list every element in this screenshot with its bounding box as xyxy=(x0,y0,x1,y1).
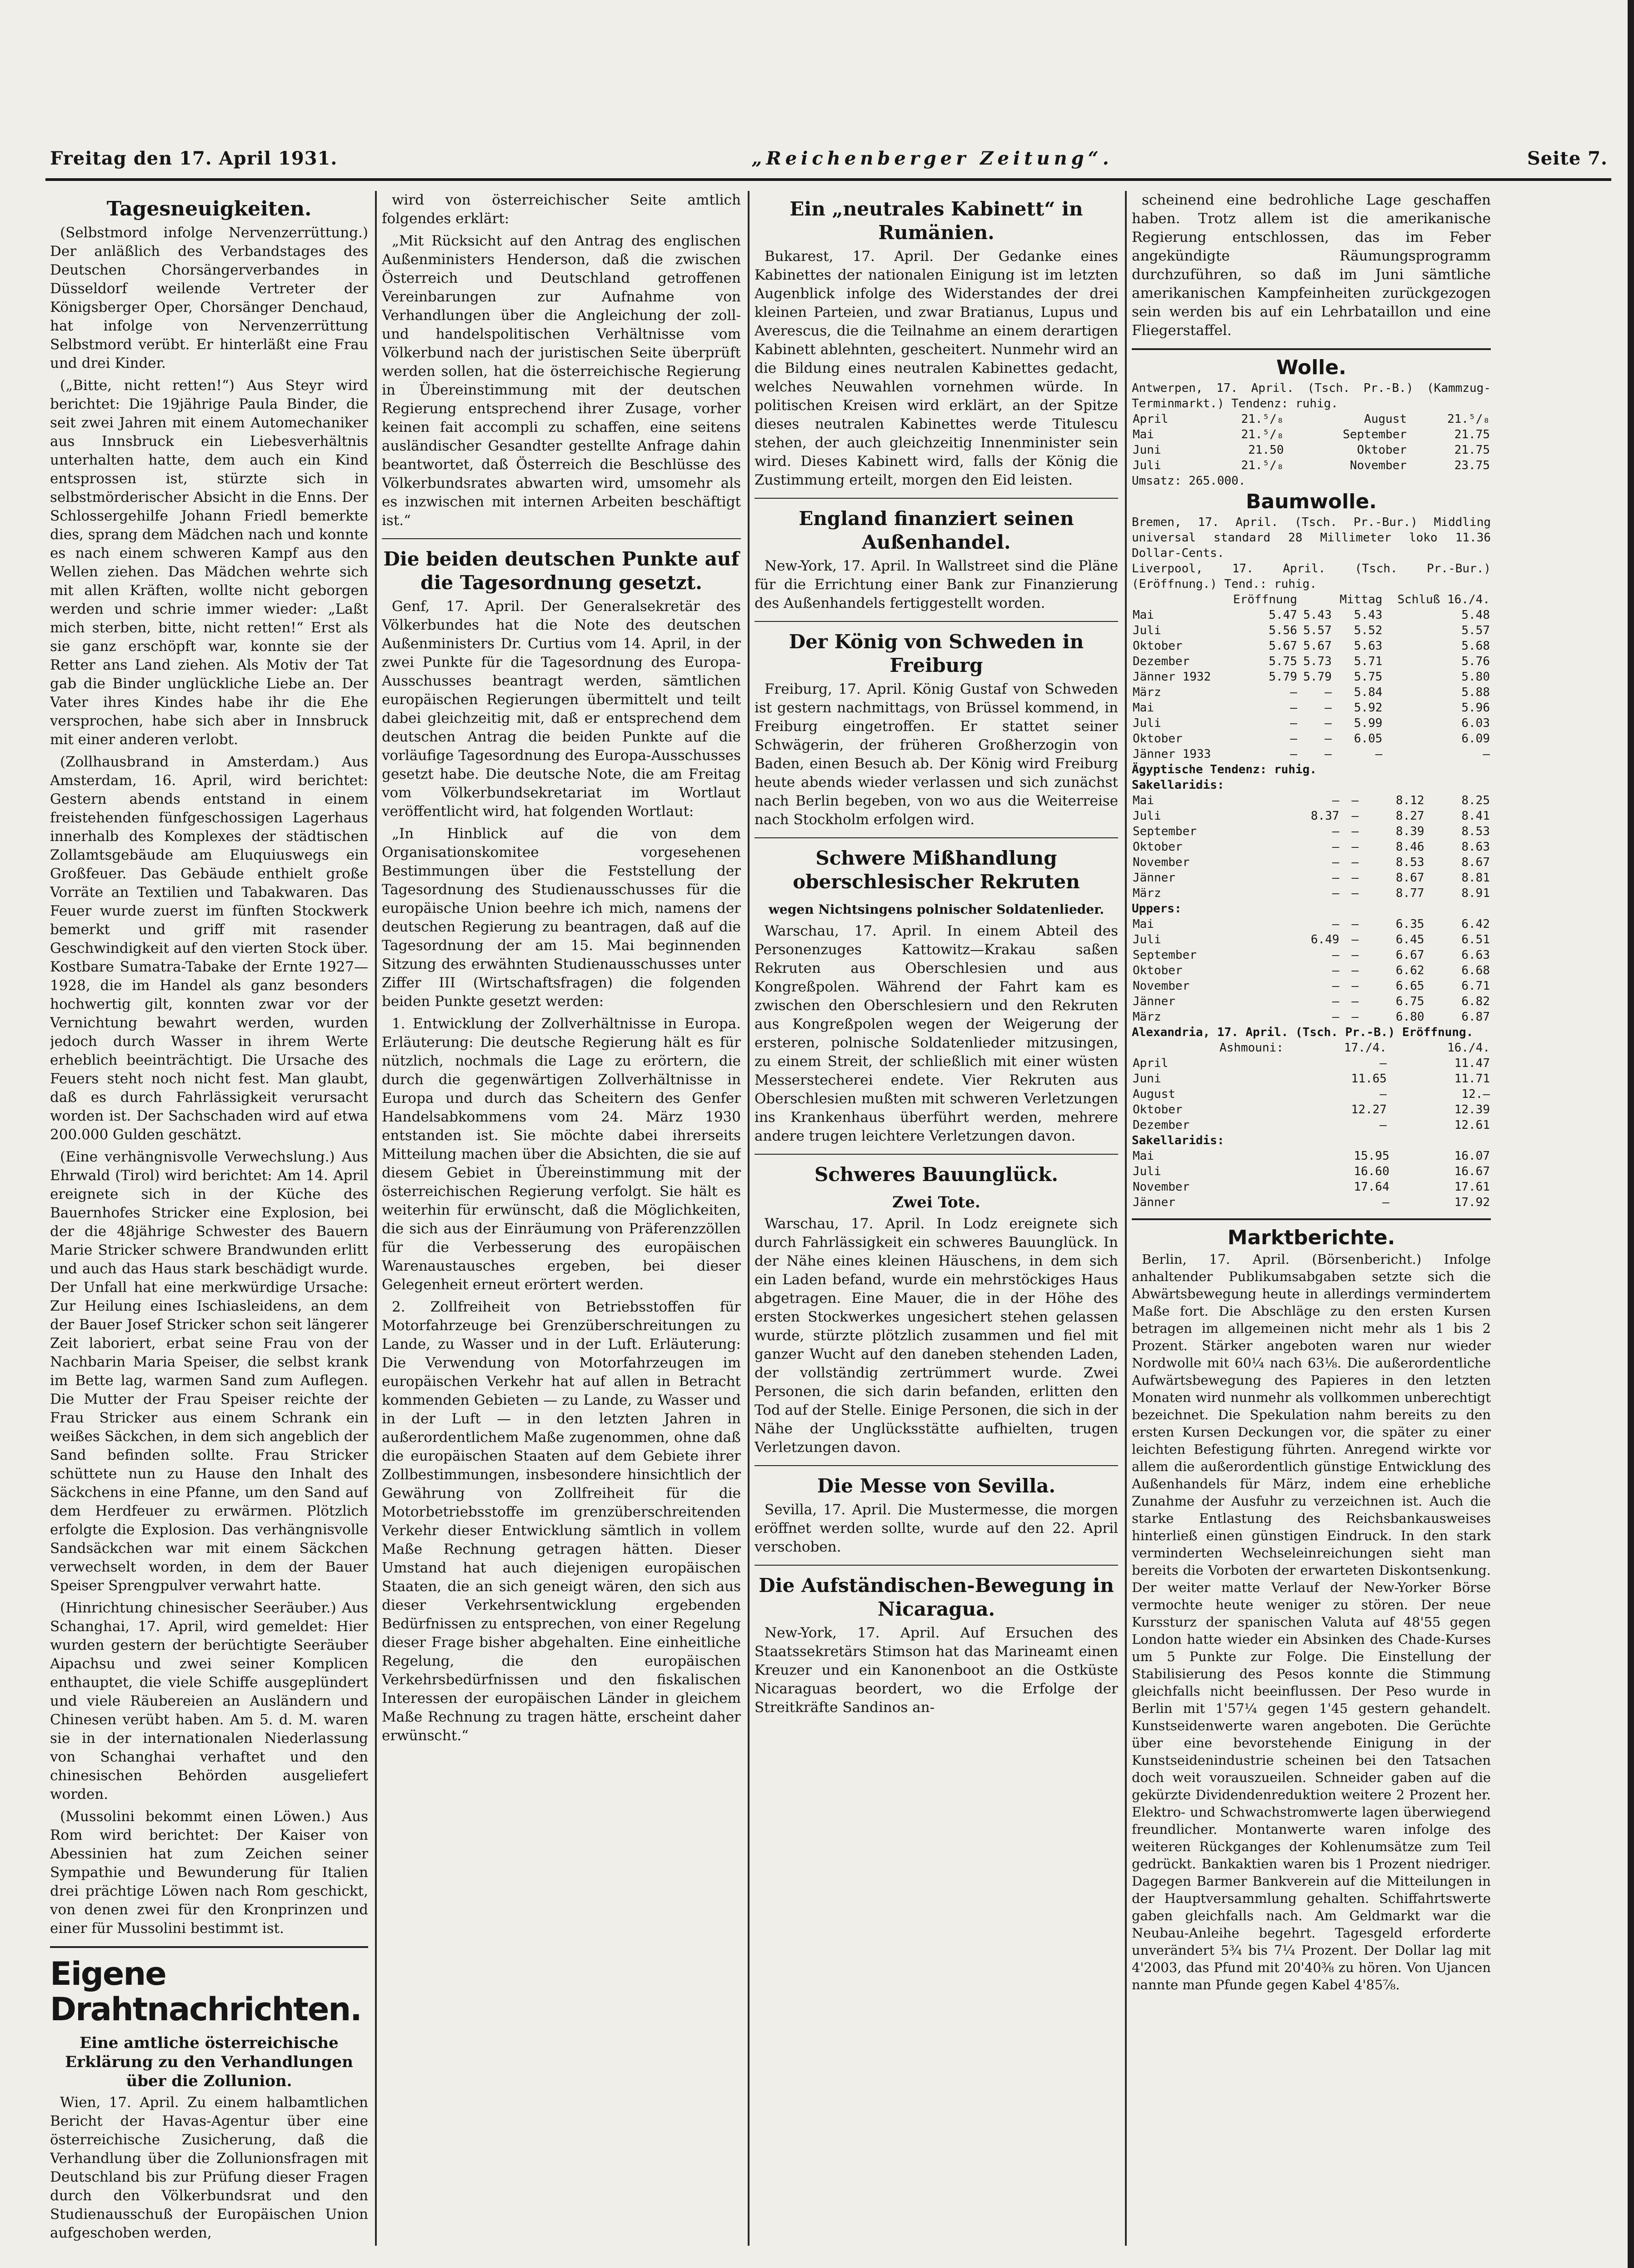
table-row xyxy=(1132,1179,1491,1195)
table-cell: 5.92 xyxy=(1354,701,1383,715)
table-cell: 5.57 xyxy=(1303,624,1332,637)
table-cell: 15.95 xyxy=(1354,1149,1389,1163)
table-cell: 23.75 xyxy=(1454,459,1490,472)
market-subheading: Sakellaridis: xyxy=(1132,1134,1224,1147)
table-cell: — xyxy=(1332,948,1339,962)
table-cell: Oktober xyxy=(1133,732,1183,746)
table-cell: August xyxy=(1364,412,1407,426)
article-paragraph: New-York, 17. April. In Wallstreet sind die Pläne für die Errichtung einer Bank zur Finanzierung des Außenhandels fertiggestellt worden. xyxy=(755,558,1118,611)
table-cell: 5.43 xyxy=(1303,608,1332,622)
baumwolle-table xyxy=(1132,592,1491,762)
ashmouni-table xyxy=(1132,1040,1491,1133)
article-paragraph: „In Hinblick auf die von dem Organisationskomitee vorgesehenen Bestimmungen über die Feststellung der Tagesordnung des Studienausschusses für die europäische Union beehre ich mich, namens der deutschen Regierung zu beantragen, daß auf die Tagesordnung der am 15. Mai beginnenden Sitzung des erwähnten Studienausschusses unter Ziffer III (Wirtschaftsfragen) die folgenden beiden Punkte gesetzt werden: xyxy=(382,826,741,1010)
article-paragraph: scheinend eine bedrohliche Lage geschaffen haben. Trotz allem ist die amerikanische Regierung entschlossen, das im Feber angekündigte Räumungsprogramm durchzuführen, so daß im Juni sämtliche amerikanischen Kampfeinheiten zurückgezogen sein werden bis auf ein Lehrbataillon und eine Fliegerstaffel. xyxy=(1132,192,1491,339)
table-row xyxy=(1132,1056,1491,1071)
table-cell: 11.71 xyxy=(1454,1072,1490,1086)
table-cell: 6.03 xyxy=(1461,716,1490,730)
table-cell: 5.47 xyxy=(1269,608,1297,622)
article-paragraph: („Bitte, nicht retten!“) Aus Steyr wird berichtet: Die 19jährige Paula Binder, die seit zwei Jahren mit einem Automechaniker aus Innsbruck ein Liebesverhältnis unterhalten hatte, dem auch ein Kind entsprossen ist, stürzte sich in selbstmörderischer Absicht in die Enns. Der Schlossergehilfe Johann Friedl bemerkte dies, sprang dem Mädchen nach und konnte es nach einem schweren Kampf aus den Wellen ziehen. Das Mädchen wehrte sich mit allen Kräften, wollte nicht geborgen werden und schrie immer wieder: „Laßt mich sterben, bitte, nicht retten!“ Erst als sie ganz erschöpft war, konnte sie der Retter ans Land ziehen. Als Motiv der Tat gab die Binder unglückliche Liebe an. Der Vater ihres Kindes habe ihr die Ehe versprochen, habe sich aber in Innsbruck mit einer anderen verlobt. xyxy=(50,377,368,748)
article-headline: Die beiden deutschen Punkte auf die Tagesordnung gesetzt. xyxy=(383,548,740,594)
table-cell: 8.46 xyxy=(1395,840,1424,854)
table-cell: — xyxy=(1351,995,1359,1008)
market-heading-baumwolle: Baumwolle. xyxy=(1246,490,1377,513)
table-cell: Juni xyxy=(1133,443,1161,457)
table-cell: Jänner xyxy=(1133,871,1175,885)
table-row xyxy=(1132,442,1491,458)
article-paragraph: (Eine verhängnisvolle Verwechslung.) Aus Ehrwald (Tirol) wird berichtet: Am 14. April ereignete sich in der Küche des Bauernhofes Stricker eine Explosion, bei der die 48jährige Schwester des Bauern Marie Stricker schwere Brandwunden erlitt und auch das Haus stark beschädigt wurde. Der Unfall hat eine merkwürdige Ursache: Zur Heilung eines Ischiasleidens, an dem der Bauer Josef Stricker schon seit längerer Zeit laboriert, erbat seine Frau von der Nachbarin Maria Speiser, die selbst krank im Bette lag, warmen Sand zum Auflegen. Die Mutter der Frau Speiser reichte der Frau Stricker aus einem Schrank ein weißes Säckchen, in dem sich angeblich der Sand befinden sollte. Frau Stricker schüttete nun zu Hause den Inhalt des Säckchens in eine Pfanne, um den Sand auf dem Herdfeuer zu erwärmen. Plötzlich erfolgte die Explosion. Das verhängnisvolle Sandsäckchen war mit einem Säckchen verwechselt worden, in dem der Bauer Speiser Sprengpulver verwahrt hatte. xyxy=(50,1149,368,1594)
table-cell: 8.12 xyxy=(1395,794,1424,807)
table-cell: — xyxy=(1332,1010,1339,1024)
table-cell: Oktober xyxy=(1133,964,1183,977)
table-cell: — xyxy=(1332,979,1339,993)
table-row xyxy=(1132,978,1491,994)
article-paragraph: wird von österreichischer Seite amtlich folgendes erklärt: xyxy=(382,192,741,227)
section-divider xyxy=(755,498,1118,499)
table-cell: — xyxy=(1382,1196,1389,1209)
table-row xyxy=(1132,623,1491,638)
table-cell: 17.92 xyxy=(1454,1196,1490,1209)
table-cell: — xyxy=(1290,701,1297,715)
market-umsatz: Umsatz: 265.000. xyxy=(1132,474,1246,488)
table-cell: — xyxy=(1379,1087,1387,1101)
article-paragraph: 1. Entwicklung der Zollverhältnisse in Europa. Erläuterung: Die deutsche Regierung hält es für nützlich, nochmals die Lage zu erörtern, die durch die gegenwärtigen Zollverhältnisse in Europa und durch das Scheitern des Genfer Handelsabkommens vom 24. März 1930 entstanden ist. Sie möchte dabei ihrerseits Mitteilung machen über die Absichten, die sie auf diesem Gebiet in Übereinstimmung mit der österreichischen Regierung verfolgt. Sie hält es weiterhin für erwünscht, daß die Möglichkeiten, die sich aus der Einräumung von Präferenzzöllen für die Verbesserung des europäischen Warenaustausches ergeben, bei dieser Gelegenheit erneut erörtert werden. xyxy=(382,1016,741,1293)
table-header-cell: Ashmouni: xyxy=(1219,1041,1284,1055)
sakellaridis-table xyxy=(1132,793,1491,901)
table-row xyxy=(1132,700,1491,716)
header-masthead: „Reichenberger Zeitung“. xyxy=(751,148,1113,169)
header-page-number: Seite 7. xyxy=(1527,148,1608,169)
table-cell: 5.76 xyxy=(1461,655,1490,668)
header-date: Freitag den 17. April 1931. xyxy=(50,148,338,169)
table-cell: Juli xyxy=(1133,809,1161,823)
table-cell: Mai xyxy=(1133,794,1154,807)
table-cell: 16.07 xyxy=(1454,1149,1490,1163)
table-cell: — xyxy=(1332,794,1339,807)
table-row xyxy=(1132,1164,1491,1179)
table-row xyxy=(1132,1071,1491,1086)
table-cell: 12.— xyxy=(1461,1087,1490,1101)
table-cell: 21.⁵/₈ xyxy=(1447,412,1490,426)
table-cell: September xyxy=(1343,428,1407,441)
table-cell: 5.48 xyxy=(1461,608,1490,622)
table-cell: — xyxy=(1375,747,1383,761)
article-headline: Die Aufständischen-Bewegung in Nicaragua. xyxy=(759,1574,1114,1620)
table-cell: 6.62 xyxy=(1395,964,1424,977)
table-cell: 8.67 xyxy=(1395,871,1424,885)
article-headline: Schweres Bauunglück. xyxy=(815,1163,1058,1186)
article-paragraph: (Mussolini bekommt einen Löwen.) Aus Rom wird berichtet: Der Kaiser von Abessinien hat zum Zeichen seiner Sympathie und Bewunderung für Italien drei prächtige Löwen nach Rom geschickt, von denen zwei für den Kronprinzen und einer für Mussolini bestimmt ist. xyxy=(50,1808,368,1937)
table-cell: Juli xyxy=(1133,1165,1161,1178)
article-headline: Die Messe von Sevilla. xyxy=(817,1475,1056,1497)
article-headline: Schwere Mißhandlung oberschlesischer Rekruten xyxy=(793,847,1080,893)
table-cell: — xyxy=(1332,995,1339,1008)
table-cell: Oktober xyxy=(1357,443,1407,457)
table-cell: 21.75 xyxy=(1454,443,1490,457)
article-subheadline: wegen Nichtsingens polnischer Soldatenlieder. xyxy=(768,902,1104,917)
table-cell: 21.50 xyxy=(1248,443,1284,457)
table-cell: 5.96 xyxy=(1461,701,1490,715)
table-cell: — xyxy=(1332,917,1339,931)
table-cell: — xyxy=(1290,686,1297,699)
table-cell: — xyxy=(1351,933,1359,946)
market-report-paragraph: Berlin, 17. April. (Börsenbericht.) Infolge anhaltender Publikumsabgaben setzte sich die Abwärtsbewegung heute in allerdings vermindertem Maße fort. Die Abschläge zu den ersten Kursen betragen im allgemeinen nicht mehr als 1 bis 2 Prozent. Stärker angeboten waren nur wieder Nordwolle mit 60¼ nach 63⅛. Die außerordentliche Aufwärtsbewegung des Papieres in den letzten Monaten wird nunmehr als vollkommen unberechtigt bezeichnet. Die Spekulation nahm bereits zu den ersten Kursen Deckungen vor, die später zu einer leichten Befestigung führten. Anregend wirkte vor allem die außerordentlich günstige Entwicklung des Außenhandels für März, indem eine erhebliche Zunahme der Ausfuhr zu verzeichnen ist. Auch die starke Entlastung des Reichsbankausweises hinterließ einen günstigen Eindruck. In den stark verminderten Wechseleinreichungen sieht man bereits die Vorboten der erwarteten Diskontsenkung. Der weiter matte Verlauf der New-Yorker Börse vermochte heute weniger zu stören. Der neue Kurssturz der spanischen Valuta auf 48'55 gegen London hatte wieder ein Absinken des Chade-Kurses um 5 Punkte zur Folge. Die Einstellung der Stabilisierung des Pesos konnte die Stimmung gleichfalls nicht beeinflussen. Der Peso wurde in Berlin mit 1'57¼ gegen 1'45 gestern gehandelt. Kunstseidenwerte waren angeboten. Die Gerüchte über eine bevorstehende Einigung in der Kunstseidenindustrie scheinen bei den Tatsachen doch weit vorauszueilen. Schneider gaben auf die gekürzte Dividendenreduktion weitere 2 Prozent her. Elektro- und Schwachstromwerte lagen überwiegend freundlicher. Montanwerte waren infolge des weiteren Rückganges der Kohlenumsätze zum Teil gedrückt. Bankaktien waren bis 1 Prozent niedriger. Dagegen Barmer Bankverein auf die Mitteilungen in der Hauptversammlung gehalten. Schiffahrtswerte gaben gleichfalls nach. Am Geldmarkt war die Neubau-Anleihe begehrt. Tagesgeld erforderte unverändert 5¾ bis 7¼ Prozent. Der Dollar lag mit 4'2003, das Pfund mit 20'40⅜ zu hören. Von Ujancen nannte man Pfunde gegen Kabel 4'85⅞. xyxy=(1132,1252,1491,1993)
table-cell: 6.67 xyxy=(1395,948,1424,962)
table-cell: — xyxy=(1351,886,1359,900)
table-cell: — xyxy=(1324,747,1332,761)
table-cell: 8.53 xyxy=(1395,856,1424,869)
table-cell: 6.75 xyxy=(1395,995,1424,1008)
table-cell: Juli xyxy=(1133,459,1161,472)
table-row xyxy=(1132,1009,1491,1025)
table-row xyxy=(1132,716,1491,731)
table-cell: — xyxy=(1351,964,1359,977)
table-row xyxy=(1132,963,1491,978)
table-cell: August xyxy=(1133,1087,1175,1101)
article-paragraph: „Mit Rücksicht auf den Antrag des englischen Außenministers Henderson, daß die zwischen Österreich und Deutschland getroffenen Vereinbarungen zur Aufnahme von Verhandlungen über die Angleichung der zoll- und handelspolitischen Verhältnisse vom Völkerbund nach der juristischen Seite überprüft werden sollen, hat die österreichische Regierung in Übereinstimmung mit der deutschen Regierung entsprechend ihrer Zusage, vorher keinen fait accompli zu schaffen, eine seitens ausländischer Gesandter gestellte Anfrage dahin beantwortet, daß Österreich die Beschlüsse des Völkerbundsrates abwarten wird, umsomehr als es inzwischen mit internen Arbeiten beschäftigt ist.“ xyxy=(382,233,741,529)
column-4 xyxy=(1132,191,1491,2250)
table-cell: — xyxy=(1351,794,1359,807)
table-cell: — xyxy=(1324,686,1332,699)
page-header xyxy=(50,148,1608,169)
table-cell: April xyxy=(1133,412,1169,426)
table-cell: 8.27 xyxy=(1395,809,1424,823)
table-cell: Oktober xyxy=(1133,840,1183,854)
article-headline: Ein „neutrales Kabinett“ in Rumänien. xyxy=(790,198,1083,244)
article-paragraph: Sevilla, 17. April. Die Mustermesse, die morgen eröffnet werden sollte, wurde auf den 22. April verschoben. xyxy=(755,1502,1118,1555)
article-paragraph: (Hinrichtung chinesischer Seeräuber.) Aus Schanghai, 17. April, wird gemeldet: Hier wurden gestern der berüchtigte Seeräuber Aipachsu und zwei seiner Komplicen enthauptet, die viele Schiffe ausgeplündert und viele Räubereien an Ausländern und Chinesen verübt haben. Am 5. d. M. waren sie in der internationalen Niederlassung von Schanghai verhaftet und den chinesischen Behörden ausgeliefert worden. xyxy=(50,1600,368,1802)
section-divider xyxy=(755,1154,1118,1155)
table-header-cell: 16./4. xyxy=(1447,1041,1490,1055)
table-cell: 21.75 xyxy=(1454,428,1490,441)
table-cell: 6.82 xyxy=(1461,995,1490,1008)
table-cell: 5.56 xyxy=(1269,624,1297,637)
table-cell: November xyxy=(1349,459,1407,472)
table-row xyxy=(1132,824,1491,839)
table-cell: Oktober xyxy=(1133,1103,1183,1116)
scan-edge xyxy=(1628,0,1634,2268)
article-headline: Eine amtliche österreichische Erklärung zu den Verhandlungen über die Zollunion. xyxy=(65,2034,353,2090)
table-header-row xyxy=(1132,592,1491,607)
table-cell: 12.61 xyxy=(1454,1118,1490,1132)
table-cell: November xyxy=(1133,979,1190,993)
table-cell: September xyxy=(1133,948,1197,962)
table-cell: März xyxy=(1133,886,1161,900)
table-row xyxy=(1132,932,1491,947)
table-cell: — xyxy=(1324,732,1332,746)
section-divider xyxy=(755,837,1118,838)
table-cell: — xyxy=(1351,1010,1359,1024)
column-rule xyxy=(1125,191,1127,2246)
table-cell: Mai xyxy=(1133,917,1154,931)
table-row xyxy=(1132,411,1491,427)
table-row xyxy=(1132,654,1491,669)
table-cell: 11.47 xyxy=(1454,1056,1490,1070)
column-1 xyxy=(50,191,368,2250)
section-heading-tagesneuigkeiten: Tagesneuigkeiten. xyxy=(106,197,312,220)
table-cell: 8.67 xyxy=(1461,856,1490,869)
market-subheading: Uppers: xyxy=(1132,902,1182,916)
table-cell: 5.63 xyxy=(1354,639,1383,653)
article-headline: England finanziert seinen Außenhandel. xyxy=(799,507,1074,553)
table-cell: — xyxy=(1324,716,1332,730)
table-cell: — xyxy=(1332,871,1339,885)
table-cell: — xyxy=(1351,948,1359,962)
table-cell: 5.43 xyxy=(1354,608,1383,622)
section-divider xyxy=(755,1465,1118,1466)
article-paragraph: Warschau, 17. April. In Lodz ereignete sich durch Fahrlässigkeit ein schweres Bauunglück. In der Nähe eines kleinen Häuschens, in dem sich ein Laden befand, wurde ein mehrstöckiges Haus abgetragen. Eine Mauer, die in der Höhe des ersten Stockwerkes ungesichert stehen gelassen wurde, stürzte plötzlich zusammen und fiel mit ganzer Wucht auf den daneben stehenden Laden, der vollständig zertrümmert wurde. Zwei Personen, die sich darin befanden, erlitten den Tod auf der Stelle. Einige Personen, die sich in der Nähe der Unglücksstätte aufhielten, trugen Verletzungen davon. xyxy=(755,1216,1118,1456)
table-cell: 6.51 xyxy=(1461,933,1490,946)
table-cell: — xyxy=(1290,747,1297,761)
table-cell: — xyxy=(1290,716,1297,730)
table-row xyxy=(1132,994,1491,1009)
table-cell: 6.49 xyxy=(1310,933,1339,946)
table-cell: 21.⁵/₈ xyxy=(1241,412,1284,426)
column-3 xyxy=(755,191,1118,2250)
table-row xyxy=(1132,685,1491,700)
table-header-cell: 17./4. xyxy=(1344,1041,1387,1055)
market-dateline: Alexandria, 17. April. (Tsch. Pr.-B.) Eröffnung. xyxy=(1132,1026,1474,1039)
section-divider xyxy=(755,1565,1118,1566)
table-cell: Oktober xyxy=(1133,639,1183,653)
market-heading-marktberichte: Marktberichte. xyxy=(1227,1226,1395,1249)
table-cell: 6.05 xyxy=(1354,732,1383,746)
table-row xyxy=(1132,638,1491,654)
table-cell: 6.65 xyxy=(1395,979,1424,993)
article-paragraph: 2. Zollfreiheit von Betriebsstoffen für Motorfahrzeuge bei Grenzüberschreitungen zu Lande, zu Wasser und in der Luft. Erläuterung: Die Verwendung von Motorfahrzeugen im europäischen Verkehr hat auf allen in Betracht kommenden Gebieten — zu Lande, zu Wasser und in der Luft — in den letzten Jahren in außerordentlichem Maße zugenommen, ohne daß die europäischen Staaten auf dem Gebiete ihrer Zollbestimmungen, insbesondere hinsichtlich der Gewährung von Zollfreiheit für die Motorbetriebsstoffe im grenzüberschreitenden Verkehr dieser Entwicklung sämtlich in vollem Maße Rechnung getragen hätten. Dieser Umstand hat auch diejenigen europäischen Staaten, die an sich geneigt wären, den sich aus dieser Verkehrsentwicklung ergebenden Bedürfnissen zu entsprechen, von einer Regelung dieser Frage bisher abgehalten. Eine einheitliche Regelung, die den europäischen Verkehrsbedürfnissen und den fiskalischen Interessen der europäischen Länder in gleichem Maße Rechnung zu tragen hätte, erscheint daher erwünscht.“ xyxy=(382,1299,741,1744)
market-subheading: Ägyptische Tendenz: ruhig. xyxy=(1132,763,1317,776)
table-cell: 21.⁵/₈ xyxy=(1241,459,1284,472)
table-cell: 17.64 xyxy=(1354,1180,1389,1194)
table-cell: 5.52 xyxy=(1354,624,1383,637)
article-paragraph: Bukarest, 17. April. Der Gedanke eines Kabinettes der nationalen Einigung ist im letzten Augenblick infolge des Widerstandes der drei kleinen Parteien, und zwar Bratianus, Lupus und Averescus, die die Teilnahme an einem derartigen Kabinett ablehnten, gescheitert. Nunmehr wird an die Bildung eines neutralen Kabinettes gedacht, welches Neuwahlen vornehmen würde. In politischen Kreisen wird erklärt, an der Spitze dieses neutralen Kabinettes werde Titulescu stehen, der auch gleichzeitig Innenminister sein wird. Dieses Kabinett wird, falls der König die Zustimmung erteilt, morgen den Eid leisten. xyxy=(755,248,1118,488)
article-paragraph: Genf, 17. April. Der Generalsekretär des Völkerbundes hat die Note des deutschen Außenministers Dr. Curtius vom 14. April, in der zwei Punkte für die Tagesordnung des Europa-Ausschusses beantragt werden, sämtlichen europäischen Regierungen übermittelt und teilt dabei gleichzeitig mit, daß er entsprechend dem deutschen Antrag die beiden Punkte auf die vorläufige Tagesordnung des Europa-Ausschusses gesetzt habe. Die deutsche Note, die am Freitag vom Völkerbundsekretariat im Wortlaut veröffentlicht wird, hat folgenden Wortlaut: xyxy=(382,598,741,820)
column-rule xyxy=(375,191,377,2246)
market-dateline: Antwerpen, 17. April. (Tsch. Pr.-B.) (Kammzug-Terminmarkt.) Tendenz: ruhig. xyxy=(1132,381,1491,411)
table-row xyxy=(1132,731,1491,746)
section-divider xyxy=(50,1946,368,1948)
table-cell: — xyxy=(1351,871,1359,885)
table-cell: Jänner xyxy=(1133,995,1175,1008)
table-cell: Mai xyxy=(1133,701,1154,715)
market-dateline: Bremen, 17. April. (Tsch. Pr.-Bur.) Middling universal standard 28 Millimeter loko 11.36 Dollar-Cents. xyxy=(1132,516,1491,560)
table-cell: 5.73 xyxy=(1303,655,1332,668)
table-cell: 5.79 xyxy=(1303,670,1332,684)
table-cell: Mai xyxy=(1133,1149,1154,1163)
table-cell: Juli xyxy=(1133,624,1161,637)
table-row xyxy=(1132,1195,1491,1210)
table-row xyxy=(1132,1086,1491,1102)
table-cell: 8.63 xyxy=(1461,840,1490,854)
table-row xyxy=(1132,839,1491,855)
table-cell: 11.65 xyxy=(1351,1072,1387,1086)
table-cell: 6.71 xyxy=(1461,979,1490,993)
table-cell: 6.87 xyxy=(1461,1010,1490,1024)
table-cell: November xyxy=(1133,1180,1190,1194)
table-cell: April xyxy=(1133,1056,1169,1070)
table-cell: — xyxy=(1332,825,1339,838)
table-cell: — xyxy=(1379,1118,1387,1132)
table-cell: — xyxy=(1351,825,1359,838)
table-cell: November xyxy=(1133,856,1190,869)
table-cell: — xyxy=(1483,747,1490,761)
table-cell: 17.61 xyxy=(1454,1180,1490,1194)
table-cell: — xyxy=(1290,732,1297,746)
table-cell: März xyxy=(1133,1010,1161,1024)
table-header-cell: Eröffnung xyxy=(1233,593,1297,606)
section-divider xyxy=(1132,348,1491,350)
column-rule xyxy=(748,191,750,2246)
table-cell: 6.42 xyxy=(1461,917,1490,931)
table-cell: Jänner 1932 xyxy=(1133,670,1211,684)
table-cell: 8.81 xyxy=(1461,871,1490,885)
article-paragraph: New-York, 17. April. Auf Ersuchen des Staatssekretärs Stimson hat das Marineamt einen Kreuzer und ein Kanonenboot an die Ostküste Nicaraguas beordert, wo die Erfolge der Streitkräfte Sandinos an- xyxy=(755,1625,1118,1716)
table-cell: 8.41 xyxy=(1461,809,1490,823)
table-cell: 5.57 xyxy=(1461,624,1490,637)
table-row xyxy=(1132,916,1491,932)
table-cell: 6.09 xyxy=(1461,732,1490,746)
table-cell: — xyxy=(1332,840,1339,854)
table-cell: — xyxy=(1351,809,1359,823)
table-cell: Juni xyxy=(1133,1072,1161,1086)
article-paragraph: Warschau, 17. April. In einem Abteil des Personenzuges Kattowitz—Krakau saßen Rekruten aus Oberschlesien und aus Kongreßpolen. Während der Fahrt kam es zwischen den Oberschlesiern und den Rekruten aus Kongreßpolen wegen der Weigerung der ersteren, polnische Soldatenlieder mitzusingen, zu einem Streit, der schließlich mit einer wüsten Messerstecherei endete. Vier Rekruten aus Oberschlesien mußten mit schweren Verletzungen ins Krankenhaus überführt werden, mehrere andere trugen leichtere Verletzungen davon. xyxy=(755,923,1118,1144)
table-header-row xyxy=(1132,1040,1491,1056)
table-row xyxy=(1132,746,1491,762)
table-cell: — xyxy=(1332,856,1339,869)
table-cell: 12.39 xyxy=(1454,1103,1490,1116)
table-cell: — xyxy=(1351,840,1359,854)
sakellaridis-2-table xyxy=(1132,1148,1491,1210)
table-cell: 8.25 xyxy=(1461,794,1490,807)
section-divider xyxy=(1132,1218,1491,1220)
section-divider xyxy=(382,538,741,539)
article-headline: Der König von Schweden in Freiburg xyxy=(789,631,1084,676)
table-cell: 5.71 xyxy=(1354,655,1383,668)
uppers-table xyxy=(1132,916,1491,1025)
table-row xyxy=(1132,607,1491,623)
table-row xyxy=(1132,1148,1491,1164)
header-rule xyxy=(45,178,1611,181)
table-cell: 8.37 xyxy=(1310,809,1339,823)
table-cell: 6.68 xyxy=(1461,964,1490,977)
table-cell: 5.80 xyxy=(1461,670,1490,684)
article-paragraph: Freiburg, 17. April. König Gustaf von Schweden ist gestern nachmittags, von Brüssel kommend, in Freiburg eingetroffen. Er stattet seiner Schwägerin, der früheren Großherzogin von Baden, einen Besuch ab. Der König wird Freiburg heute abends wieder verlassen und sich zunächst nach Berlin begeben, von wo aus die Weiterreise nach Stockholm erfolgen wird. xyxy=(755,681,1118,828)
table-header-cell: Schluß 16./4. xyxy=(1397,593,1490,606)
wolle-table xyxy=(1132,411,1491,473)
table-row xyxy=(1132,886,1491,901)
table-cell: 5.79 xyxy=(1269,670,1297,684)
table-header-cell: Mittag xyxy=(1339,593,1383,606)
article-paragraph: Wien, 17. April. Zu einem halbamtlichen Bericht der Havas-Agentur über eine österreichische Zusicherung, daß die Verhandlung über die Zollunionsfragen mit Deutschland bis zur Prüfung dieser Fragen durch den Völkerbundsrat und den Studienausschuß der Europäischen Union aufgeschoben werden, xyxy=(50,2094,368,2241)
table-cell: 8.91 xyxy=(1461,886,1490,900)
table-cell: 21.⁵/₈ xyxy=(1241,428,1284,441)
table-row xyxy=(1132,870,1491,886)
section-heading-drahtnachrichten: Eigene Drahtnachrichten. xyxy=(50,1955,361,2028)
table-cell: Jänner 1933 xyxy=(1133,747,1211,761)
table-cell: März xyxy=(1133,686,1161,699)
table-header-cell xyxy=(1132,592,1223,607)
table-cell: Mai xyxy=(1133,428,1154,441)
article-paragraph: (Selbstmord infolge Nervenzerrüttung.) Der anläßlich des Verbandstages des Deutschen Chorsängerverbandes in Düsseldorf weilende Vertreter der Königsberger Oper, Chorsänger Denchaud, hat infolge von Nervenzerrüttung Selbstmord verübt. Er hinterläßt eine Frau und drei Kinder. xyxy=(50,225,368,371)
table-cell: 5.75 xyxy=(1269,655,1297,668)
section-divider xyxy=(755,621,1118,622)
table-cell: 12.27 xyxy=(1351,1103,1387,1116)
table-cell: — xyxy=(1351,979,1359,993)
table-row xyxy=(1132,427,1491,442)
table-cell: — xyxy=(1332,886,1339,900)
table-cell: 16.60 xyxy=(1354,1165,1389,1178)
table-cell: Juli xyxy=(1133,716,1161,730)
table-cell: — xyxy=(1351,856,1359,869)
market-subheading: Sakellaridis: xyxy=(1132,778,1224,792)
table-cell: 5.99 xyxy=(1354,716,1383,730)
table-cell: 5.75 xyxy=(1354,670,1383,684)
table-row xyxy=(1132,808,1491,824)
table-cell: 6.63 xyxy=(1461,948,1490,962)
table-row xyxy=(1132,458,1491,473)
table-cell: 6.80 xyxy=(1395,1010,1424,1024)
market-dateline: Liverpool, 17. April. (Tsch. Pr.-Bur.) (Eröffnung.) Tend.: ruhig. xyxy=(1132,562,1491,591)
table-cell: — xyxy=(1332,964,1339,977)
table-cell: 6.35 xyxy=(1395,917,1424,931)
table-cell: 8.77 xyxy=(1395,886,1424,900)
table-cell: Dezember xyxy=(1133,655,1190,668)
table-cell: September xyxy=(1133,825,1197,838)
table-cell: 5.84 xyxy=(1354,686,1383,699)
table-cell: — xyxy=(1351,917,1359,931)
table-row xyxy=(1132,855,1491,870)
article-subheadline: Zwei Tote. xyxy=(892,1193,980,1212)
table-cell: 5.88 xyxy=(1461,686,1490,699)
table-cell: — xyxy=(1324,701,1332,715)
article-paragraph: (Zollhausbrand in Amsterdam.) Aus Amsterdam, 16. April, wird berichtet: Gestern abends entstand in einem freistehenden fünfgeschossigen Lagerhaus innerhalb des Komplexes der städtischen Zollamtsgebäude am Eluquiuswegs ein Großfeuer. Das Gebäude enthielt große Vorräte an Textilien und Tabakwaren. Das Feuer wurde zuerst im fünften Stockwerk bemerkt und griff mit rasender Geschwindigkeit auf den vierten Stock über. Kostbare Sumatra-Tabake der Ernte 1927—1928, die im Handel als ganz besonders hochwertig gilt, konnten zwar vor der Vernichtung bewahrt werden, wurden jedoch durch Wasser in ihrem Werte erheblich beeinträchtigt. Die Ursache des Feuers steht noch nicht fest. Man glaubt, daß es durch Fahrlässigkeit verursacht worden ist. Der Sachschaden wird auf etwa 200.000 Gulden geschätzt. xyxy=(50,754,368,1143)
column-2 xyxy=(382,191,741,2250)
table-header-cell xyxy=(1298,592,1333,607)
table-cell: Dezember xyxy=(1133,1118,1190,1132)
table-cell: 16.67 xyxy=(1454,1165,1490,1178)
market-heading-wolle: Wolle. xyxy=(1276,356,1346,379)
table-row xyxy=(1132,669,1491,685)
table-row xyxy=(1132,947,1491,963)
table-cell: 5.67 xyxy=(1303,639,1332,653)
table-cell: — xyxy=(1379,1056,1387,1070)
table-row xyxy=(1132,1102,1491,1117)
table-cell: 6.45 xyxy=(1395,933,1424,946)
table-row xyxy=(1132,1117,1491,1133)
table-cell: Juli xyxy=(1133,933,1161,946)
table-cell: Mai xyxy=(1133,608,1154,622)
table-cell: 5.68 xyxy=(1461,639,1490,653)
table-cell: 8.39 xyxy=(1395,825,1424,838)
table-cell: 5.67 xyxy=(1269,639,1297,653)
table-cell: 8.53 xyxy=(1461,825,1490,838)
table-row xyxy=(1132,793,1491,808)
table-cell: Jänner xyxy=(1133,1196,1175,1209)
